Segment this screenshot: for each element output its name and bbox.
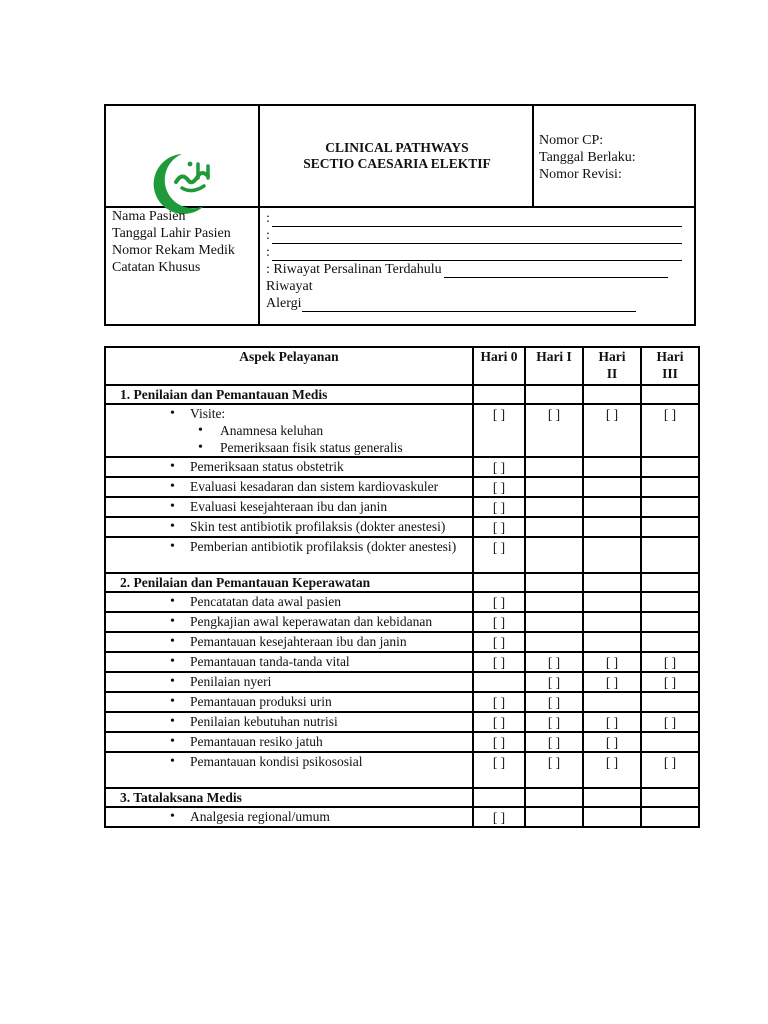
aspek-item-label: Penilaian nyeri <box>190 674 272 689</box>
empty-cell <box>525 573 583 592</box>
day-3-cell[interactable] <box>641 672 699 692</box>
header-hari-0: Hari 0 <box>473 347 525 385</box>
empty-cell <box>583 573 641 592</box>
aspek-item-label: Pemantauan tanda-tanda vital <box>190 654 350 669</box>
checkbox[interactable]: [ ] <box>605 407 619 422</box>
day-1-cell <box>525 632 583 652</box>
day-0-cell[interactable] <box>473 752 525 788</box>
bullet-icon: • <box>170 594 175 609</box>
aspek-item-label: Pengkajian awal keperawatan dan kebidanan <box>190 614 433 629</box>
checkbox[interactable]: [ ] <box>492 520 506 535</box>
section-row <box>105 385 699 404</box>
empty-cell <box>583 385 641 404</box>
day-0-cell <box>473 672 525 692</box>
aspek-item <box>105 652 473 672</box>
alergi-field[interactable]: Alergi <box>266 295 682 312</box>
aspek-item <box>105 752 473 788</box>
document-title <box>262 140 532 172</box>
pathway-table <box>104 346 700 828</box>
bullet-icon: • <box>170 539 175 554</box>
day-3-cell <box>641 592 699 612</box>
checkbox[interactable]: [ ] <box>663 755 677 770</box>
aspek-item-label: Pemantauan produksi urin <box>190 694 332 709</box>
day-2-cell <box>583 477 641 497</box>
aspek-item <box>105 712 473 732</box>
aspek-item <box>105 612 473 632</box>
tanggal-berlaku-label: Tanggal Berlaku: <box>539 150 636 165</box>
bullet-icon: • <box>170 459 175 474</box>
day-2-cell <box>583 517 641 537</box>
hospital-logo-icon <box>142 150 224 216</box>
header-hari-3: Hari III <box>641 347 699 385</box>
day-0-cell[interactable] <box>473 807 525 827</box>
checkbox[interactable]: [ ] <box>605 715 619 730</box>
checkbox[interactable]: [ ] <box>492 407 506 422</box>
bullet-icon: • <box>198 423 203 438</box>
table-row <box>105 632 699 652</box>
day-0-cell[interactable] <box>473 732 525 752</box>
day-2-cell[interactable] <box>583 404 641 457</box>
nomor-revisi-label: Nomor Revisi: <box>539 167 622 182</box>
aspek-item <box>105 404 473 457</box>
day-2-cell <box>583 497 641 517</box>
aspek-subitem <box>106 439 464 456</box>
checkbox[interactable]: [ ] <box>663 407 677 422</box>
day-2-cell[interactable] <box>583 652 641 672</box>
day-1-cell[interactable] <box>525 752 583 788</box>
day-0-cell[interactable] <box>473 592 525 612</box>
checkbox[interactable]: [ ] <box>663 655 677 670</box>
section-row <box>105 788 699 807</box>
day-0-cell[interactable] <box>473 537 525 573</box>
checkbox[interactable]: [ ] <box>547 735 561 750</box>
table-row <box>105 732 699 752</box>
day-3-cell <box>641 477 699 497</box>
day-2-cell <box>583 632 641 652</box>
checkbox[interactable]: [ ] <box>492 735 506 750</box>
section-title: 3. Tatalaksana Medis <box>105 788 473 807</box>
checkbox[interactable]: [ ] <box>492 595 506 610</box>
title-line-1: CLINICAL PATHWAYS <box>325 140 469 155</box>
day-0-cell[interactable] <box>473 457 525 477</box>
day-3-cell <box>641 612 699 632</box>
day-0-cell[interactable] <box>473 404 525 457</box>
aspek-subitem-label: Pemeriksaan fisik status generalis <box>220 440 403 455</box>
day-1-cell[interactable] <box>525 404 583 457</box>
day-0-cell[interactable] <box>473 692 525 712</box>
day-3-cell[interactable] <box>641 652 699 672</box>
table-row <box>105 457 699 477</box>
medical-record-field[interactable]: : <box>266 244 682 261</box>
day-1-cell <box>525 537 583 573</box>
checkbox[interactable]: [ ] <box>605 675 619 690</box>
checkbox[interactable]: [ ] <box>492 540 506 555</box>
empty-cell <box>641 573 699 592</box>
aspek-item-label: Pemantauan kondisi psikososial <box>190 754 363 769</box>
aspek-item-label: Pemberian antibiotik profilaksis (dokter anestesi) <box>190 539 457 554</box>
day-1-cell <box>525 807 583 827</box>
aspek-item-label: Pencatatan data awal pasien <box>190 594 342 609</box>
day-0-cell[interactable] <box>473 632 525 652</box>
empty-cell <box>641 385 699 404</box>
checkbox[interactable]: [ ] <box>492 810 506 825</box>
bullet-icon: • <box>170 614 175 629</box>
day-2-cell <box>583 537 641 573</box>
checkbox[interactable]: [ ] <box>492 715 506 730</box>
day-0-cell[interactable] <box>473 497 525 517</box>
checkbox[interactable]: [ ] <box>547 715 561 730</box>
table-row <box>105 477 699 497</box>
bullet-icon: • <box>170 406 175 421</box>
table-row <box>105 592 699 612</box>
section-title: 2. Penilaian dan Pemantauan Keperawatan <box>105 573 473 592</box>
riwayat-label: Riwayat <box>266 279 313 294</box>
table-row <box>105 672 699 692</box>
checkbox[interactable]: [ ] <box>547 407 561 422</box>
nomor-cp-label: Nomor CP: <box>539 133 604 148</box>
checkbox[interactable]: [ ] <box>663 675 677 690</box>
aspek-item-label: Penilaian kebutuhan nutrisi <box>190 714 338 729</box>
patient-info-labels <box>112 208 235 276</box>
aspek-item <box>105 592 473 612</box>
medical-record-label: Nomor Rekam Medik <box>112 243 235 258</box>
patient-name-field[interactable]: : <box>266 210 682 227</box>
aspek-item-label: Evaluasi kesadaran dan sistem kardiovaskuler <box>190 479 439 494</box>
day-0-cell[interactable] <box>473 477 525 497</box>
checkbox[interactable]: [ ] <box>605 735 619 750</box>
empty-cell <box>583 788 641 807</box>
aspek-item-label: Analgesia regional/umum <box>190 809 330 824</box>
day-3-cell <box>641 692 699 712</box>
section-row <box>105 573 699 592</box>
empty-cell <box>473 385 525 404</box>
bullet-icon: • <box>170 519 175 534</box>
checkbox[interactable]: [ ] <box>663 715 677 730</box>
aspek-item-label: Pemantauan resiko jatuh <box>190 734 323 749</box>
table-row <box>105 537 699 573</box>
checkbox[interactable]: [ ] <box>492 655 506 670</box>
empty-cell <box>525 788 583 807</box>
day-3-cell <box>641 632 699 652</box>
day-3-cell <box>641 517 699 537</box>
header-divider-vertical-right <box>532 106 534 208</box>
checkbox[interactable]: [ ] <box>492 460 506 475</box>
aspek-item <box>105 732 473 752</box>
bullet-icon: • <box>170 714 175 729</box>
day-3-cell[interactable] <box>641 712 699 732</box>
table-row <box>105 712 699 732</box>
clinical-pathway-header <box>104 104 696 326</box>
day-1-cell[interactable] <box>525 652 583 672</box>
aspek-item-label: Skin test antibiotik profilaksis (dokter anestesi) <box>190 519 446 534</box>
checkbox[interactable]: [ ] <box>547 695 561 710</box>
day-2-cell[interactable] <box>583 732 641 752</box>
patient-dob-field[interactable]: : <box>266 227 682 244</box>
checkbox[interactable]: [ ] <box>605 655 619 670</box>
day-3-cell <box>641 732 699 752</box>
empty-cell <box>473 788 525 807</box>
checkbox[interactable]: [ ] <box>492 615 506 630</box>
aspek-subitem-label: Anamnesa keluhan <box>220 423 324 438</box>
aspek-item <box>105 477 473 497</box>
aspek-item <box>105 517 473 537</box>
day-2-cell <box>583 457 641 477</box>
day-2-cell[interactable] <box>583 672 641 692</box>
bullet-icon: • <box>170 809 175 824</box>
day-3-cell <box>641 807 699 827</box>
empty-cell <box>473 573 525 592</box>
aspek-item-label: Pemeriksaan status obstetrik <box>190 459 344 474</box>
day-1-cell <box>525 497 583 517</box>
header-hari-1: Hari I <box>525 347 583 385</box>
patient-dob-label: Tanggal Lahir Pasien <box>112 226 231 241</box>
section-title: 1. Penilaian dan Pemantauan Medis <box>105 385 473 404</box>
day-3-cell <box>641 537 699 573</box>
table-row <box>105 692 699 712</box>
aspek-item <box>105 672 473 692</box>
day-3-cell[interactable] <box>641 752 699 788</box>
day-0-cell[interactable] <box>473 652 525 672</box>
document-meta <box>539 132 636 183</box>
day-1-cell <box>525 457 583 477</box>
aspek-item <box>105 457 473 477</box>
table-row <box>105 612 699 632</box>
header-hari-2: Hari II <box>583 347 641 385</box>
aspek-subitem <box>106 422 464 439</box>
checkbox[interactable]: [ ] <box>605 755 619 770</box>
day-1-cell[interactable] <box>525 672 583 692</box>
bullet-icon: • <box>170 634 175 649</box>
checkbox[interactable]: [ ] <box>547 655 561 670</box>
riwayat-persalinan-field[interactable]: : Riwayat Persalinan Terdahulu <box>266 261 682 278</box>
bullet-icon: • <box>170 674 175 689</box>
empty-cell <box>525 385 583 404</box>
day-2-cell <box>583 592 641 612</box>
table-row <box>105 807 699 827</box>
title-line-2: SECTIO CAESARIA ELEKTIF <box>303 156 491 171</box>
bullet-icon: • <box>170 654 175 669</box>
day-1-cell <box>525 477 583 497</box>
checkbox[interactable]: [ ] <box>492 635 506 650</box>
aspek-item <box>105 537 473 573</box>
table-row <box>105 752 699 788</box>
bullet-icon: • <box>170 754 175 769</box>
day-3-cell <box>641 457 699 477</box>
bullet-icon: • <box>170 499 175 514</box>
header-divider-vertical-left <box>258 106 260 324</box>
day-2-cell <box>583 692 641 712</box>
checkbox[interactable]: [ ] <box>492 755 506 770</box>
day-3-cell <box>641 497 699 517</box>
table-row <box>105 652 699 672</box>
bullet-icon: • <box>198 440 203 455</box>
header-aspek-pelayanan: Aspek Pelayanan <box>105 347 473 385</box>
day-3-cell[interactable] <box>641 404 699 457</box>
day-2-cell[interactable] <box>583 752 641 788</box>
bullet-icon: • <box>170 479 175 494</box>
day-0-cell[interactable] <box>473 612 525 632</box>
aspek-item-label: Pemantauan kesejahteraan ibu dan janin <box>190 634 407 649</box>
table-row <box>105 404 699 457</box>
aspek-item <box>105 632 473 652</box>
patient-name-label: Nama Pasien <box>112 209 186 224</box>
day-0-cell[interactable] <box>473 517 525 537</box>
day-0-cell[interactable] <box>473 712 525 732</box>
aspek-item <box>105 692 473 712</box>
pathway-table-body <box>105 385 699 827</box>
aspek-item <box>105 807 473 827</box>
aspek-item-label: Visite: <box>190 406 226 421</box>
checkbox[interactable]: [ ] <box>547 675 561 690</box>
special-notes-label: Catatan Khusus <box>112 260 201 275</box>
day-1-cell <box>525 517 583 537</box>
bullet-icon: • <box>170 694 175 709</box>
empty-cell <box>641 788 699 807</box>
day-1-cell[interactable] <box>525 732 583 752</box>
table-row <box>105 497 699 517</box>
day-2-cell <box>583 807 641 827</box>
checkbox[interactable]: [ ] <box>492 500 506 515</box>
day-2-cell <box>583 612 641 632</box>
day-2-cell[interactable] <box>583 712 641 732</box>
table-row <box>105 517 699 537</box>
checkbox[interactable]: [ ] <box>547 755 561 770</box>
day-1-cell <box>525 592 583 612</box>
patient-info-fields <box>266 210 682 312</box>
checkbox[interactable]: [ ] <box>492 480 506 495</box>
day-1-cell[interactable] <box>525 712 583 732</box>
aspek-item <box>105 497 473 517</box>
aspek-item-label: Evaluasi kesejahteraan ibu dan janin <box>190 499 388 514</box>
day-1-cell[interactable] <box>525 692 583 712</box>
bullet-icon: • <box>170 734 175 749</box>
checkbox[interactable]: [ ] <box>492 695 506 710</box>
day-1-cell <box>525 612 583 632</box>
